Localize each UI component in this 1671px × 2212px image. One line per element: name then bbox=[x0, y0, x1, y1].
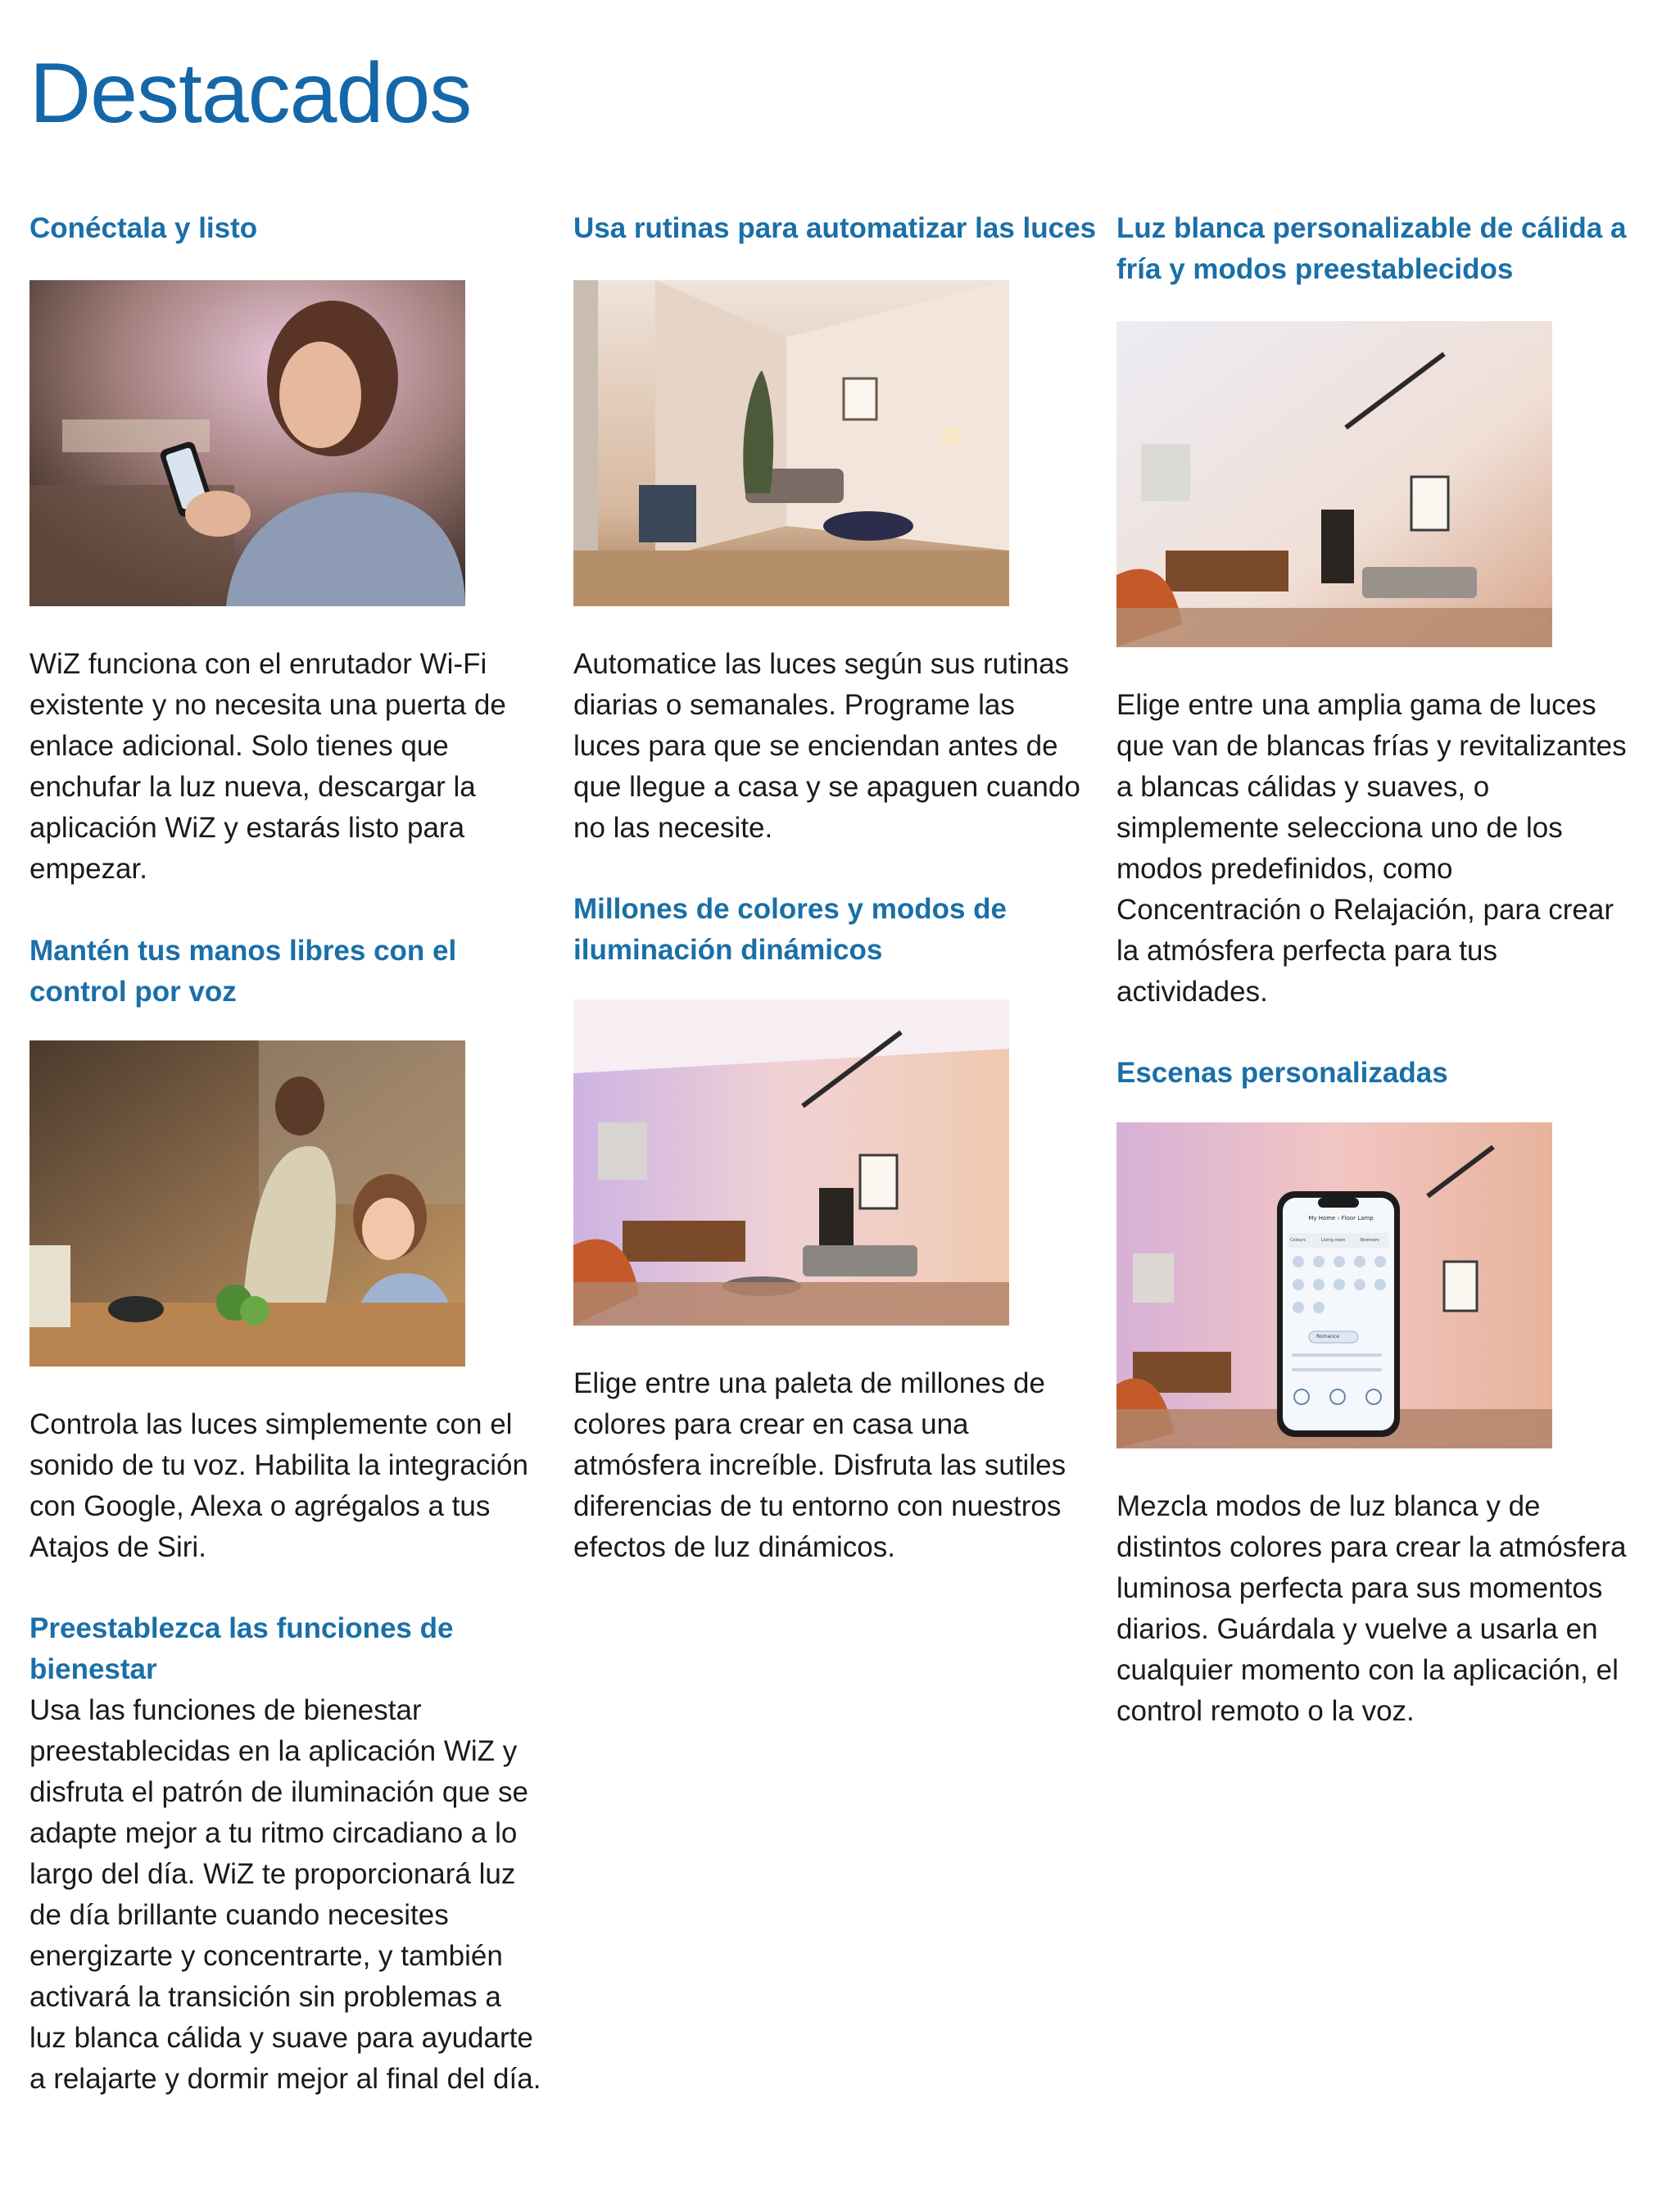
section-body-colors: Elige entre una paleta de millones de colores para crear en casa una atmósfera increíble. Disfruta las sutiles diferencias de tu entorno con nuestros efectos de luz dinámicos. bbox=[573, 1367, 1066, 1563]
phone-ui-tab-colours: Colours bbox=[1290, 1238, 1306, 1243]
section-body-white: Elige entre una amplia gama de luces que van de blancas frías y revitalizantes a blancas cálidas y suaves, o simplemente selecciona uno de los modos predefinidos, como Concentración o Relajación, para crear la atmósfera perfecta para tus actividades. bbox=[1116, 689, 1627, 1008]
section-body-wellness: Usa las funciones de bienestar preestablecidas en la aplicación WiZ y disfruta el patrón de iluminación que se adapte mejor a tu ritmo circadiano a lo largo del día. WiZ te proporcionará luz de día brillante cuando necesites energizarte y concentrarte, y también activará la transición sin problemas a luz blanca cálida y suave para ayudarte a relajarte y dormir mejor al final del día. bbox=[29, 1694, 541, 2095]
section-title-connect: Conéctala y listo bbox=[29, 212, 258, 244]
section-title-routines: Usa rutinas para automatizar las luces bbox=[573, 212, 1097, 244]
section-title-scenes: Escenas personalizadas bbox=[1116, 1057, 1448, 1089]
phone-ui-tab-bedroom: Bedroom bbox=[1361, 1238, 1379, 1243]
section-body-scenes: Mezcla modos de luz blanca y de distintos colores para crear la atmósfera luminosa perfecta para sus momentos diarios. Guárdala y vuelve a usarla en cualquier momento con la aplicación, el control remoto o la voz. bbox=[1116, 1490, 1627, 1727]
phone-ui-scene-label: Romance bbox=[1316, 1334, 1339, 1339]
image-living-room-routines bbox=[573, 280, 1009, 606]
image-scenes-phone-app bbox=[1116, 1122, 1552, 1448]
image-living-room-colors bbox=[573, 999, 1009, 1326]
section-title-voice: Mantén tus manos libres con el control por voz bbox=[29, 935, 457, 1008]
phone-ui-tab-living-room: Living room bbox=[1321, 1238, 1346, 1243]
image-kitchen-voice bbox=[29, 1040, 465, 1367]
section-body-voice: Controla las luces simplemente con el sonido de tu voz. Habilita la integración con Google, Alexa o agrégalos a tus Atajos de Siri. bbox=[29, 1408, 528, 1563]
section-body-connect: WiZ funciona con el enrutador Wi-Fi existente y no necesita una puerta de enlace adicional. Solo tienes que enchufar la luz nueva, descargar la aplicación WiZ y estarás listo para empezar. bbox=[29, 648, 506, 885]
section-body-routines: Automatice las luces según sus rutinas diarias o semanales. Programe las luces para que se enciendan antes de que llegue a casa y se apaguen cuando no las necesite. bbox=[573, 648, 1080, 844]
image-living-room-white-light bbox=[1116, 321, 1552, 647]
section-title-colors: Millones de colores y modos de iluminación dinámicos bbox=[573, 893, 1008, 966]
page-title: Destacados bbox=[29, 46, 472, 141]
image-woman-with-phone bbox=[29, 280, 465, 606]
section-title-white: Luz blanca personalizable de cálida a fría y modos preestablecidos bbox=[1116, 212, 1627, 285]
section-title-wellness: Preestablezca las funciones de bienestar bbox=[29, 1612, 454, 1685]
phone-ui-header: My Home › Floor Lamp bbox=[1308, 1215, 1374, 1222]
